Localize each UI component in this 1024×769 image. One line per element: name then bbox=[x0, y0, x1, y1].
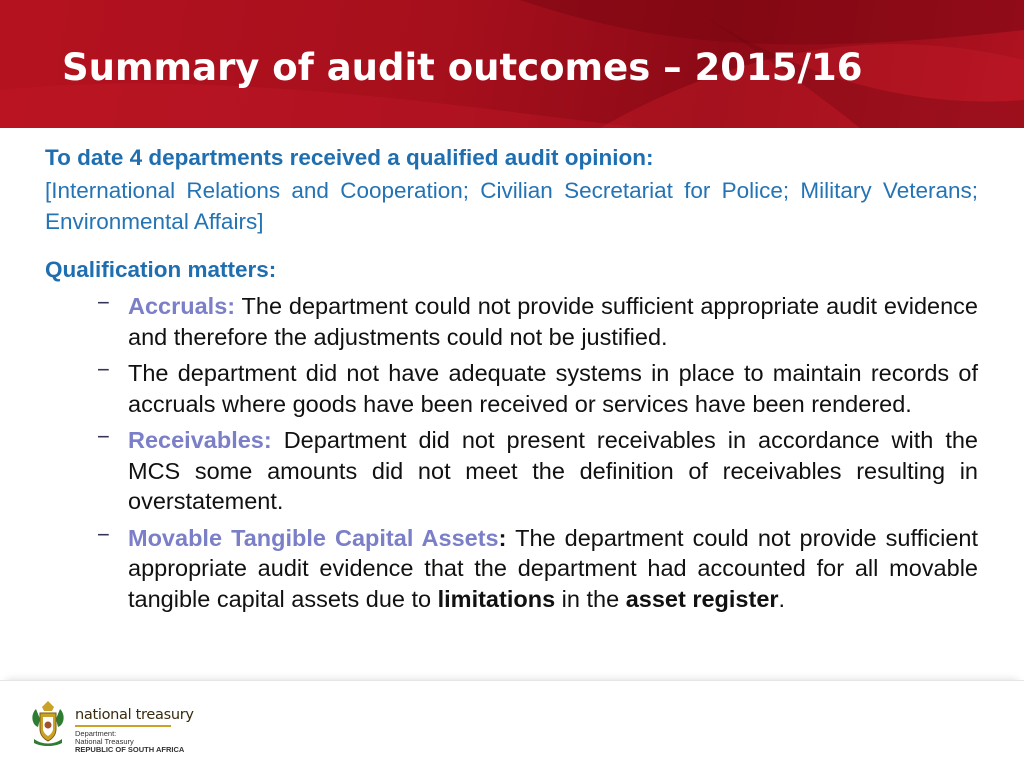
footer bbox=[0, 680, 1024, 769]
list-item-accruals bbox=[45, 291, 978, 352]
list-item-capital-assets bbox=[45, 523, 978, 615]
keyword: Receivables: bbox=[128, 427, 272, 453]
slide-body bbox=[45, 142, 978, 620]
dash-bullet-icon: − bbox=[97, 357, 110, 382]
organization-line-2: National Treasury bbox=[75, 737, 134, 746]
organization-line-1: Department: bbox=[75, 729, 117, 738]
logo-underline bbox=[75, 725, 171, 727]
dash-bullet-icon: − bbox=[97, 521, 110, 547]
item-text: The department did not have adequate systems in place to maintain records of accruals where goods have been received or services have been rendered. bbox=[128, 360, 978, 417]
item-text: Department did not present receivables in accordance with the MCS some amounts did not meet the definition of receivables resulting in overstatement. bbox=[128, 427, 978, 514]
qualification-list bbox=[45, 291, 978, 614]
organization-logo-name: national treasury bbox=[75, 707, 194, 723]
keyword: Accruals: bbox=[128, 293, 236, 319]
title-banner bbox=[0, 0, 1024, 128]
page-title: Summary of audit outcomes – 2015/16 bbox=[62, 46, 863, 89]
item-text: The department could not provide sufficient appropriate audit evidence and therefore the adjustments could not be justified. bbox=[128, 293, 978, 350]
item-text: . bbox=[778, 585, 786, 612]
list-item-accrual-systems bbox=[45, 358, 978, 419]
emphasis-asset-register: asset register bbox=[625, 585, 779, 612]
item-text: The department could not provide sufficient appropriate audit evidence that the department had accounted for all movable tangible capital assets due to bbox=[128, 524, 978, 612]
keyword: Movable Tangible Capital Assets bbox=[128, 524, 499, 551]
dash-bullet-icon: − bbox=[97, 290, 110, 315]
coat-of-arms-icon bbox=[28, 699, 68, 747]
organization-line-3: REPUBLIC OF SOUTH AFRICA bbox=[75, 745, 185, 754]
item-text: in the bbox=[555, 585, 626, 612]
qualification-matters-heading: Qualification matters: bbox=[45, 257, 277, 282]
keyword-colon: : bbox=[498, 524, 507, 551]
department-list: [International Relations and Cooperation; Civilian Secretariat for Police; Military Veterans; Environmental Affairs] bbox=[45, 178, 978, 234]
emphasis-limitations: limitations bbox=[437, 585, 556, 612]
dash-bullet-icon: − bbox=[97, 424, 110, 449]
qualified-opinion-heading: To date 4 departments received a qualified audit opinion: bbox=[45, 145, 654, 170]
list-item-receivables bbox=[45, 425, 978, 517]
